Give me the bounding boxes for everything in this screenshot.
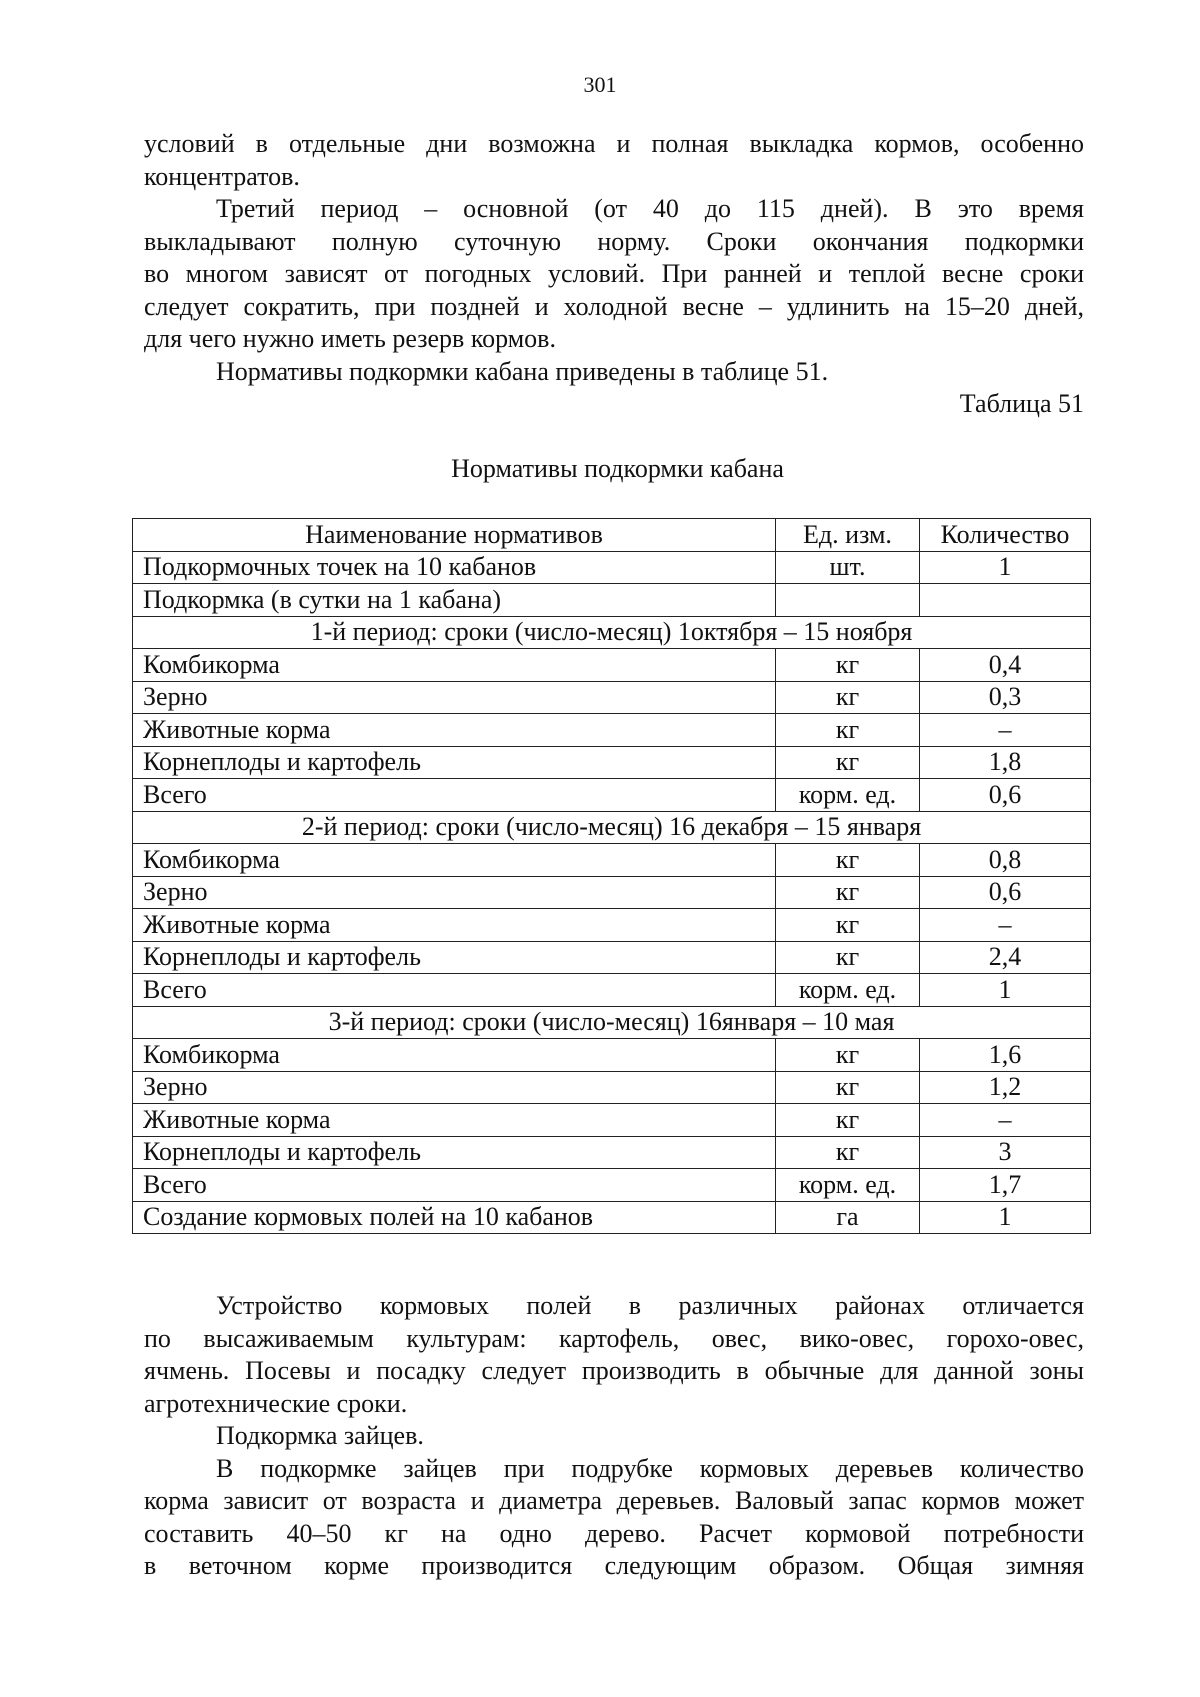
- table-cell: кг: [776, 1136, 920, 1169]
- header-cell: Наименование нормативов: [133, 519, 776, 552]
- table-row: [133, 1201, 1091, 1234]
- table-cell: 1,6: [920, 1039, 1091, 1072]
- text-line: выкладывают полную суточную норму. Сроки окончания подкормки: [144, 226, 1084, 256]
- text-line: В подкормке зайцев при подрубке кормовых деревьев количество: [216, 1453, 1084, 1483]
- table-cell: кг: [776, 714, 920, 747]
- table-cell: –: [920, 1104, 1091, 1137]
- table-row: [133, 941, 1091, 974]
- table-cell: корм. ед.: [776, 1169, 920, 1202]
- table-cell: Корнеплоды и картофель: [133, 1136, 776, 1169]
- table-cell: Всего: [133, 974, 776, 1007]
- table-row: [133, 681, 1091, 714]
- table-cell: Корнеплоды и картофель: [133, 941, 776, 974]
- text-line: по высаживаемым культурам: картофель, овес, вико-овес, горохо-овес,: [144, 1323, 1084, 1353]
- header-cell: Количество: [920, 519, 1091, 552]
- table-cell: 1,7: [920, 1169, 1091, 1202]
- text-line: в веточном корме производится следующим образом. Общая зимняя: [144, 1551, 1084, 1580]
- text-line: агротехнические сроки.: [144, 1388, 408, 1418]
- table-cell: Животные корма: [133, 714, 776, 747]
- table-cell: Животные корма: [133, 909, 776, 942]
- table-row: [133, 1104, 1091, 1137]
- table-cell: Комбикорма: [133, 1039, 776, 1072]
- table-cell: кг: [776, 844, 920, 877]
- table-cell: 2,4: [920, 941, 1091, 974]
- table-cell: Комбикорма: [133, 649, 776, 682]
- table-row: [133, 551, 1091, 584]
- table-cell: га: [776, 1201, 920, 1234]
- table-cell: 0,8: [920, 844, 1091, 877]
- table-cell: 1,2: [920, 1071, 1091, 1104]
- table-cell: 1,8: [920, 746, 1091, 779]
- table-cell: –: [920, 909, 1091, 942]
- table-label: Таблица 51: [959, 389, 1084, 418]
- table-cell: 1: [920, 1201, 1091, 1234]
- table-cell: –: [920, 714, 1091, 747]
- text-line: во многом зависят от погодных условий. При ранней и теплой весне сроки: [144, 259, 1084, 288]
- table-cell: 0,6: [920, 779, 1091, 812]
- table-cell: 0,3: [920, 681, 1091, 714]
- period-row: [133, 811, 1091, 844]
- table-cell: кг: [776, 876, 920, 909]
- table-row: [133, 1071, 1091, 1104]
- table-title: Нормативы подкормки кабана: [451, 454, 784, 483]
- table-cell: 3: [920, 1136, 1091, 1169]
- table-cell: Всего: [133, 779, 776, 812]
- text-line: концентратов.: [144, 161, 300, 191]
- table-row: [133, 584, 1091, 617]
- period-title: 1-й период: сроки (число-месяц) 1октября – 15 ноября: [133, 616, 1091, 649]
- table-cell: Зерно: [133, 1071, 776, 1104]
- period-row: [133, 1006, 1091, 1039]
- intro-paragraph: [144, 128, 1084, 388]
- table-cell: Зерно: [133, 681, 776, 714]
- table-cell: Корнеплоды и картофель: [133, 746, 776, 779]
- table-cell: Комбикорма: [133, 844, 776, 877]
- period-title: 2-й период: сроки (число-месяц) 16 декабря – 15 января: [133, 811, 1091, 844]
- table-cell: кг: [776, 1039, 920, 1072]
- table-row: [133, 1039, 1091, 1072]
- text-line: Третий период – основной (от 40 до 115 дней). В это время: [216, 194, 1084, 223]
- table-cell: кг: [776, 1071, 920, 1104]
- table-cell: кг: [776, 909, 920, 942]
- table-cell: [920, 584, 1091, 617]
- table-row: [133, 844, 1091, 877]
- table-cell: [776, 584, 920, 617]
- table-row: [133, 1136, 1091, 1169]
- table-cell: Подкормка (в сутки на 1 кабана): [133, 584, 776, 617]
- text-line: следует сократить, при поздней и холодной весне – удлинить на 15–20 дней,: [144, 291, 1084, 321]
- table-cell: 1: [920, 551, 1091, 584]
- table-cell: кг: [776, 941, 920, 974]
- text-line: условий в отдельные дни возможна и полная выкладка кормов, особенно: [144, 129, 1084, 158]
- text-line: составить 40–50 кг на одно дерево. Расчет кормовой потребности: [144, 1518, 1084, 1548]
- norms-table: [132, 518, 1091, 1234]
- period-title: 3-й период: сроки (число-месяц) 16января – 10 мая: [133, 1006, 1091, 1039]
- table-cell: шт.: [776, 551, 920, 584]
- table-row: [133, 714, 1091, 747]
- table-row: [133, 909, 1091, 942]
- text-line: ячмень. Посевы и посадку следует производить в обычные для данной зоны: [144, 1356, 1084, 1385]
- table-cell: кг: [776, 681, 920, 714]
- text-line: корма зависит от возраста и диаметра деревьев. Валовый запас кормов может: [144, 1486, 1084, 1515]
- table-header-row: [133, 519, 1091, 552]
- table-cell: корм. ед.: [776, 779, 920, 812]
- table-row: [133, 1169, 1091, 1202]
- table-cell: 0,6: [920, 876, 1091, 909]
- period-row: [133, 616, 1091, 649]
- text-line: для чего нужно иметь резерв кормов.: [144, 324, 556, 353]
- table-cell: корм. ед.: [776, 974, 920, 1007]
- text-line: Подкормка зайцев.: [216, 1421, 424, 1450]
- page-number: 301: [583, 72, 617, 97]
- table-cell: 0,4: [920, 649, 1091, 682]
- table-row: [133, 876, 1091, 909]
- table-row: [133, 974, 1091, 1007]
- table-cell: 1: [920, 974, 1091, 1007]
- header-cell: Ед. изм.: [776, 519, 920, 552]
- text-line: Нормативы подкормки кабана приведены в таблице 51.: [216, 356, 829, 386]
- table-cell: кг: [776, 1104, 920, 1137]
- table-cell: кг: [776, 746, 920, 779]
- table-cell: Животные корма: [133, 1104, 776, 1137]
- table-cell: Зерно: [133, 876, 776, 909]
- after-table-text: [144, 1290, 1084, 1583]
- table-row: [133, 649, 1091, 682]
- table-cell: Всего: [133, 1169, 776, 1202]
- table-row: [133, 746, 1091, 779]
- table-cell: кг: [776, 649, 920, 682]
- text-line: Устройство кормовых полей в различных районах отличается: [216, 1291, 1084, 1320]
- table-row: [133, 779, 1091, 812]
- table-cell: Подкормочных точек на 10 кабанов: [133, 551, 776, 584]
- table-cell: Создание кормовых полей на 10 кабанов: [133, 1201, 776, 1234]
